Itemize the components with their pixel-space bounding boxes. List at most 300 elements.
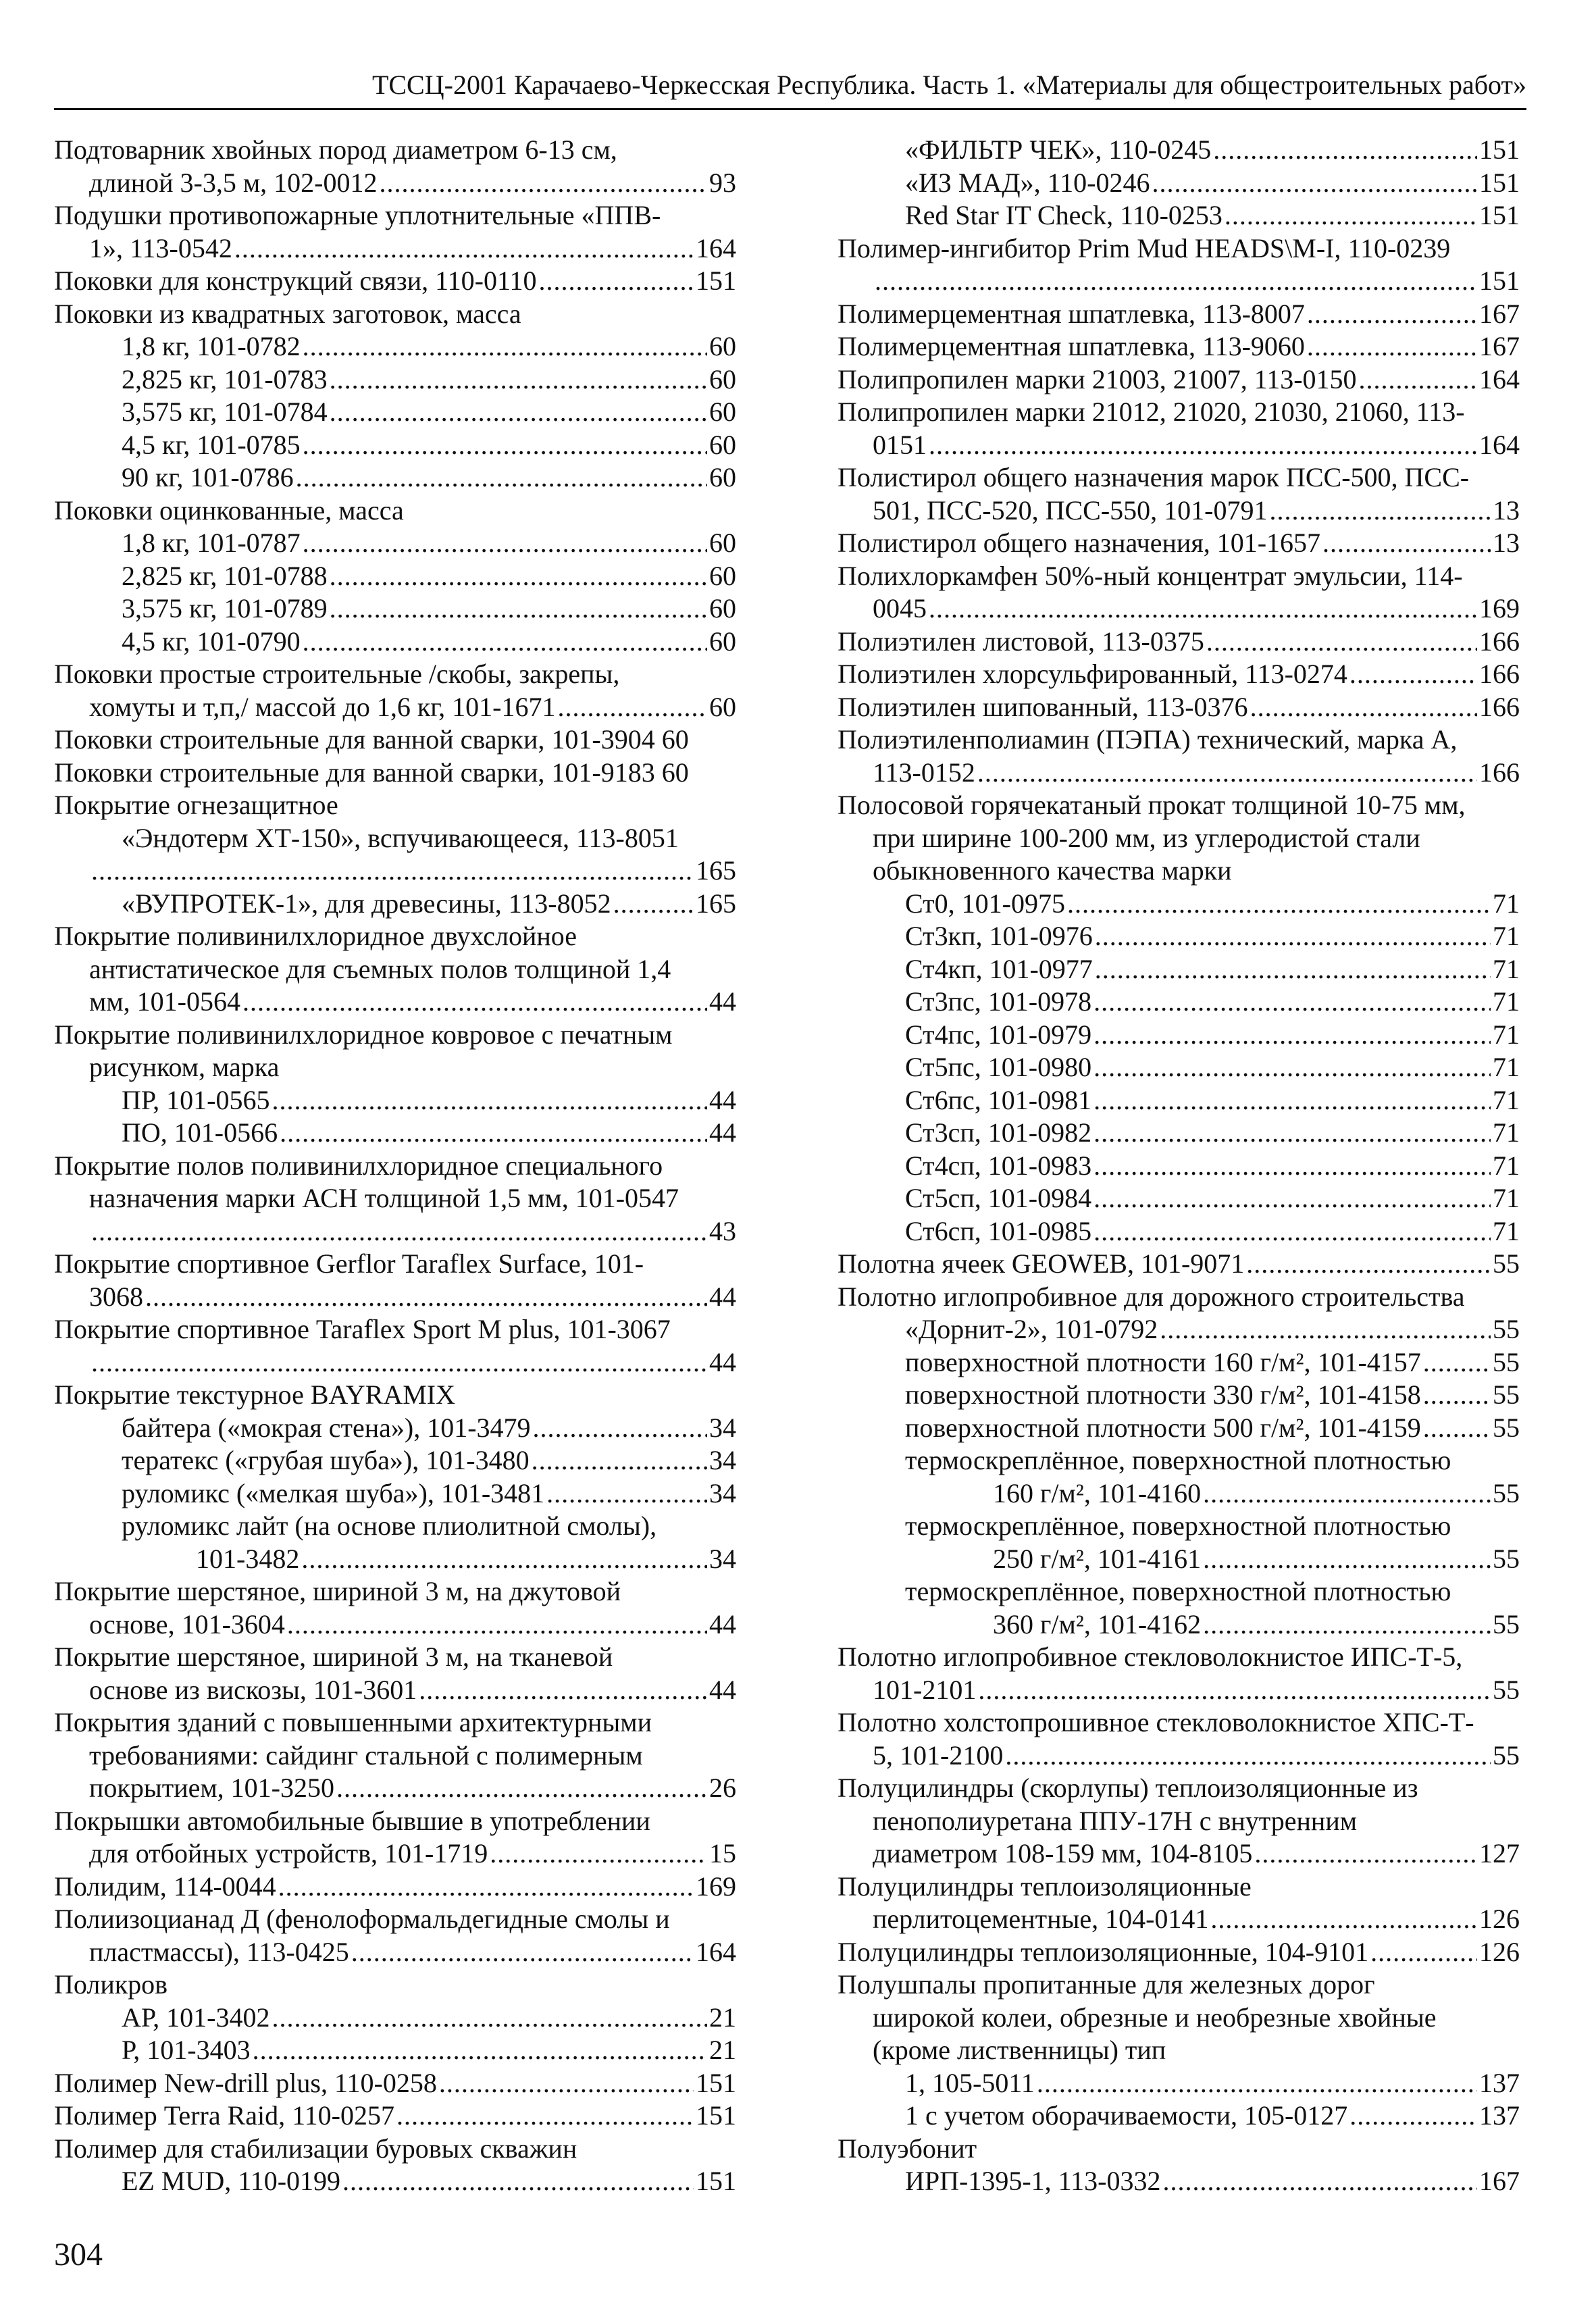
index-entry (838, 1968, 1520, 2002)
index-entry (838, 888, 1520, 921)
index-entry (54, 560, 736, 593)
dot-leader (1093, 1117, 1491, 1150)
index-entry-text: Полиэтилен шипованный, 113-0376 (838, 691, 1248, 722)
index-entry (838, 920, 1520, 953)
index-entry-text: «ФИЛЬТР ЧЕК», 110-0245 (905, 134, 1212, 165)
index-entry (838, 1641, 1520, 1674)
index-entry-text: поверхностной плотности 160 г/м², 101-4157 (905, 1346, 1421, 1377)
index-entry-page: 71 (1493, 1117, 1520, 1148)
index-entry-text: антистатическое для съемных полов толщиной 1,4 (89, 953, 671, 984)
index-entry (54, 1543, 736, 1576)
index-entry-page: 34 (709, 1477, 736, 1508)
index-entry-text: Ст4сп, 101-0983 (905, 1150, 1092, 1181)
index-entry-text: при ширине 100-200 мм, из углеродистой стали (873, 822, 1420, 853)
index-entry-text: Поковки строительные для ванной сварки, 101-3904 60 (54, 724, 689, 755)
index-entry-page: 164 (696, 1936, 736, 1967)
index-entry (838, 330, 1520, 363)
index-entry-page: 34 (709, 1412, 736, 1443)
dot-leader (1349, 2100, 1477, 2133)
dot-leader (1307, 330, 1477, 363)
index-entry (54, 2165, 736, 2198)
index-entry (838, 1281, 1520, 1314)
dot-leader (303, 626, 707, 659)
index-entry-page: 60 (709, 331, 736, 361)
index-entry (838, 626, 1520, 659)
dot-leader (490, 1837, 707, 1871)
index-entry-text: 0045 (873, 593, 927, 624)
index-entry (54, 1313, 736, 1346)
index-entry-page: 55 (1493, 1314, 1520, 1344)
index-entry-page: 151 (1479, 167, 1520, 198)
index-entry-page: 151 (1479, 134, 1520, 165)
index-entry-text: Покрытие шерстяное, шириной 3 м, на джутовой (54, 1576, 621, 1606)
index-entry-text: руломикс лайт (на основе плиолитной смолы), (122, 1510, 657, 1541)
index-entry (838, 1346, 1520, 1379)
index-entry-text: (кроме лиственницы) тип (873, 2035, 1166, 2065)
dot-leader (303, 330, 707, 363)
dot-leader (1160, 1313, 1491, 1346)
index-entry-page: 127 (1479, 1838, 1520, 1869)
dot-leader (1322, 527, 1491, 560)
index-entry (54, 822, 736, 855)
index-entry (54, 1215, 736, 1248)
index-entry (54, 1641, 736, 1674)
dot-leader (1203, 1608, 1491, 1642)
index-entry-page: 21 (709, 2002, 736, 2033)
index-entry-text: пенополиуретана ППУ-17Н с внутренним (873, 1805, 1358, 1836)
index-entry (838, 658, 1520, 691)
dot-leader (1206, 626, 1477, 659)
index-entry (838, 1772, 1520, 1805)
index-entry-text: ПО, 101-0566 (122, 1117, 278, 1148)
index-entry-page: 44 (709, 986, 736, 1017)
index-entry-page: 55 (1493, 1739, 1520, 1771)
dot-leader (1095, 920, 1491, 953)
index-entry (54, 330, 736, 363)
index-entry (54, 1674, 736, 1707)
index-entry-page: 71 (1493, 1183, 1520, 1213)
index-entry-page: 71 (1493, 953, 1520, 984)
index-entry-text: перлитоцементные, 104-0141 (873, 1904, 1209, 1934)
index-entry-text: Полуэбонит (838, 2133, 977, 2164)
dot-leader (439, 2067, 694, 2100)
dot-leader (1163, 2165, 1478, 2198)
index-entry-page: 71 (1493, 888, 1520, 919)
index-entry (54, 1444, 736, 1477)
index-entry-text: Полимерцементная шпатлевка, 113-9060 (838, 331, 1305, 361)
index-entry-text: Ст3пс, 101-0978 (905, 986, 1092, 1017)
index-entry (54, 1510, 736, 1543)
index-entry-page: 166 (1479, 691, 1520, 722)
dot-leader (1067, 888, 1491, 921)
dot-leader (558, 691, 708, 724)
dot-leader (1349, 658, 1477, 691)
index-entry (838, 1477, 1520, 1510)
dot-leader (1250, 691, 1477, 724)
index-entry-text: Поковки простые строительные /скобы, закрепы, (54, 659, 620, 689)
index-entry (54, 1772, 736, 1805)
index-entry-text: Полуцилиндры теплоизоляционные (838, 1871, 1252, 1902)
dot-leader (1307, 298, 1477, 331)
index-entry-page: 55 (1493, 1379, 1520, 1410)
index-entry (54, 757, 736, 790)
index-entry-text: диаметром 108-159 мм, 104-8105 (873, 1838, 1253, 1869)
index-entry-text: Р, 101-3403 (122, 2035, 251, 2065)
index-entry-text: Покрышки автомобильные бывшие в употреблении (54, 1805, 650, 1836)
dot-leader (1093, 1182, 1491, 1215)
index-entry-text: мм, 101-0564 (89, 986, 240, 1017)
index-entry (54, 920, 736, 953)
index-entry (54, 986, 736, 1019)
index-entry (838, 461, 1520, 494)
dot-leader (546, 1477, 707, 1510)
index-entry-text: 4,5 кг, 101-0785 (122, 429, 301, 460)
index-entry (838, 723, 1520, 757)
index-entry (838, 789, 1520, 822)
index-entry (54, 626, 736, 659)
index-entry-text: Полимер-ингибитор Prim Mud HEADS\M-I, 110-0239 (838, 232, 1451, 263)
index-entry-text: Поковки строительные для ванной сварки, 101-9183 60 (54, 757, 689, 788)
dot-leader (253, 2034, 707, 2067)
index-entry-text: Полотно иглопробивное для дорожного строительства (838, 1281, 1465, 1312)
index-entry (838, 953, 1520, 986)
running-header (54, 65, 1526, 110)
index-entry-text: Полиэтиленполиамин (ПЭПА) технический, марка А, (838, 724, 1458, 755)
index-entry (54, 1968, 736, 2002)
index-entry (838, 2034, 1520, 2067)
index-entry (838, 167, 1520, 200)
index-entry (54, 265, 736, 298)
index-entry-text: 250 г/м², 101-4161 (993, 1543, 1202, 1574)
index-entry-text: Полосовой горячекатаный прокат толщиной 10-75 мм, (838, 790, 1466, 820)
index-entry (54, 1051, 736, 1084)
dot-leader (1254, 1837, 1477, 1871)
index-entry-text: Полиэтилен хлорсульфированный, 113-0274 (838, 659, 1347, 689)
index-entry-page: 126 (1479, 1904, 1520, 1934)
dot-leader (1095, 953, 1491, 986)
index-entry (54, 1805, 736, 1838)
index-entry-page: 167 (1479, 2166, 1520, 2196)
dot-leader (533, 1412, 707, 1445)
index-entry-text: 113-0152 (873, 757, 975, 788)
dot-leader (296, 461, 707, 494)
index-entry-text: Ст6сп, 101-0985 (905, 1215, 1092, 1246)
dot-leader (1225, 199, 1477, 232)
index-entry-page: 34 (709, 1543, 736, 1574)
index-entry-text: Подтоварник хвойных пород диаметром 6-13 см, (54, 134, 617, 165)
index-entry (838, 1543, 1520, 1576)
index-entry (54, 461, 736, 494)
index-entry (54, 1084, 736, 1117)
index-entry (838, 1215, 1520, 1248)
index-entry-page: 60 (709, 429, 736, 460)
index-entry (54, 199, 736, 232)
index-entry-page: 71 (1493, 986, 1520, 1017)
index-entry-page: 126 (1479, 1936, 1520, 1967)
index-entry-page: 13 (1493, 528, 1520, 558)
index-entry (838, 1379, 1520, 1412)
dot-leader (234, 232, 694, 265)
dot-leader (91, 1346, 707, 1379)
index-entry-text: Поковки оцинкованные, масса (54, 494, 404, 526)
dot-leader (977, 757, 1477, 790)
dot-leader (1203, 1477, 1491, 1510)
dot-leader (929, 429, 1477, 462)
index-entry (838, 429, 1520, 462)
index-entry (54, 1837, 736, 1871)
dot-leader (1093, 1215, 1491, 1248)
index-entry (838, 1084, 1520, 1117)
index-entry (838, 2100, 1520, 2133)
index-entry-text: Ст5пс, 101-0980 (905, 1052, 1092, 1082)
index-entry-text: 0151 (873, 429, 927, 460)
index-entry-text: Полотна ячеек GEOWEB, 101-9071 (838, 1248, 1245, 1279)
dot-leader (336, 1772, 707, 1805)
index-entry-page: 169 (1479, 593, 1520, 624)
dot-leader (396, 2100, 694, 2133)
index-entry-text: пластмассы), 113-0425 (89, 1936, 349, 1967)
index-entry-text: Red Star IT Check, 110-0253 (905, 200, 1222, 230)
index-entry-text: Покрытия зданий с повышенными архитектурными (54, 1707, 652, 1737)
index-entry-text: основе из вискозы, 101-3601 (89, 1674, 417, 1705)
dot-leader (1037, 2067, 1477, 2100)
index-entry-text: Полимер Terra Raid, 110-0257 (54, 2100, 394, 2131)
index-entry-page: 55 (1493, 1248, 1520, 1279)
index-entry-text: Ст4кп, 101-0977 (905, 953, 1093, 984)
dot-leader (1210, 1903, 1477, 1936)
index-entry (838, 1510, 1520, 1543)
index-entry (54, 789, 736, 822)
index-entry-text: Подушки противопожарные уплотнительные «ППВ- (54, 200, 661, 230)
index-entry-text: рисунком, марка (89, 1052, 280, 1082)
index-entry-page: 60 (709, 397, 736, 427)
dot-leader (280, 1117, 707, 1150)
dot-leader (1213, 134, 1477, 167)
index-entry-page: 55 (1493, 1412, 1520, 1443)
dot-leader (1423, 1379, 1491, 1412)
index-entry (54, 1019, 736, 1052)
index-entry-text: «ИЗ МАД», 110-0246 (905, 167, 1150, 198)
index-entry-page: 21 (709, 2035, 736, 2065)
index-entry-page: 164 (696, 232, 736, 263)
index-entry-page: 151 (1479, 265, 1520, 296)
dot-leader (875, 265, 1477, 298)
index-entry-page: 151 (696, 2166, 736, 2196)
index-entry-page: 44 (709, 1674, 736, 1705)
index-entry (54, 1182, 736, 1215)
index-entry-text: Полуцилиндры (скорлупы) теплоизоляционные из (838, 1773, 1418, 1803)
index-entry (54, 2100, 736, 2133)
index-entry-page: 151 (696, 2100, 736, 2131)
index-entry-text: 4,5 кг, 101-0790 (122, 626, 301, 657)
index-entry (838, 1248, 1520, 1281)
dot-leader (287, 1608, 707, 1642)
index-entry-page: 166 (1479, 659, 1520, 689)
index-entry (54, 592, 736, 626)
index-entry (54, 658, 736, 691)
index-entry-page: 71 (1493, 1215, 1520, 1246)
index-entry (54, 2034, 736, 2067)
index-entry-page: 71 (1493, 1019, 1520, 1050)
index-entry (54, 953, 736, 986)
index-entry (54, 1477, 736, 1510)
index-entry-page: 71 (1493, 1150, 1520, 1181)
index-entry (838, 592, 1520, 626)
index-entry-text: Покрытие шерстяное, шириной 3 м, на тканевой (54, 1642, 613, 1672)
index-entry-text: термоскреплённое, поверхностной плотностью (905, 1576, 1451, 1606)
index-entry (54, 1248, 736, 1281)
index-entry (838, 1444, 1520, 1477)
index-entry (54, 723, 736, 757)
dot-leader (538, 265, 694, 298)
dot-leader (278, 1871, 694, 1904)
index-entry-text: «Дорнит-2», 101-0792 (905, 1314, 1158, 1344)
dot-leader (1093, 1150, 1491, 1183)
dot-leader (379, 167, 707, 200)
dot-leader (1370, 1936, 1477, 1969)
index-entry (54, 1150, 736, 1183)
index-entry-page: 44 (709, 1346, 736, 1377)
index-entry-text: АР, 101-3402 (122, 2002, 270, 2033)
index-entry (54, 888, 736, 921)
index-entry (54, 134, 736, 167)
index-entry-text: назначения марки АСН толщиной 1,5 мм, 101-0547 (89, 1183, 679, 1213)
index-entry (54, 1575, 736, 1608)
index-entry-page: 44 (709, 1608, 736, 1640)
index-entry-text: тератекс («грубая шуба»), 101-3480 (122, 1445, 530, 1475)
index-entry (838, 363, 1520, 397)
index-entry-page: 165 (696, 855, 736, 886)
index-entry-page: 55 (1493, 1543, 1520, 1574)
index-entry-text: Ст5сп, 101-0984 (905, 1183, 1092, 1213)
index-entry-text: длиной 3-3,5 м, 102-0012 (89, 167, 378, 198)
index-entry-page: 151 (696, 265, 736, 296)
dot-leader (1093, 1019, 1491, 1052)
dot-leader (1152, 167, 1478, 200)
index-entry-page: 137 (1479, 2100, 1520, 2131)
index-entry-text: Ст3кп, 101-0976 (905, 921, 1093, 951)
index-entry (838, 986, 1520, 1019)
dot-leader (330, 560, 707, 593)
index-entry-text: поверхностной плотности 500 г/м², 101-4159 (905, 1412, 1421, 1443)
index-entry-text: 3068 (89, 1281, 143, 1312)
index-entry-page: 60 (709, 560, 736, 591)
dot-leader (1359, 363, 1477, 397)
index-entry-text: требованиями: сайдинг стальной с полимерным (89, 1739, 643, 1771)
index-entry (838, 1936, 1520, 1969)
index-entry-text: Покрытие поливинилхлоридное двухслойное (54, 921, 577, 951)
index-entry-page: 55 (1493, 1346, 1520, 1377)
index-entry-text: Поковки из квадратных заготовок, масса (54, 298, 521, 329)
dot-leader (1203, 1543, 1491, 1576)
dot-leader (929, 592, 1477, 626)
index-entry-text: термоскреплённое, поверхностной плотностью (905, 1445, 1451, 1475)
dot-leader (1246, 1248, 1491, 1281)
dot-leader (1093, 986, 1491, 1019)
index-entry (838, 1608, 1520, 1642)
index-entry-page: 166 (1479, 626, 1520, 657)
running-header-title: ТССЦ-2001 Карачаево-Черкесская Республика. Часть 1. «Материалы для общестроительных работ» (371, 70, 1526, 100)
dot-leader (1269, 494, 1491, 528)
index-entry (54, 1346, 736, 1379)
index-entry-page: 151 (696, 2067, 736, 2098)
index-entry (838, 855, 1520, 888)
index-entry (838, 1706, 1520, 1739)
index-entry (54, 855, 736, 888)
index-entry (838, 1739, 1520, 1773)
index-entry-page: 60 (709, 593, 736, 624)
index-entry (838, 2165, 1520, 2198)
index-entry-text: «ВУПРОТЕК-1», для древесины, 113-8052 (122, 888, 611, 919)
index-entry (838, 1805, 1520, 1838)
index-entry-page: 167 (1479, 331, 1520, 361)
index-entry-page: 137 (1479, 2067, 1520, 2098)
dot-leader (91, 1215, 707, 1248)
index-entry-text: 1, 105-5011 (905, 2067, 1035, 2098)
index-entry-text: Полипропилен марки 21012, 21020, 21030, 21060, 113- (838, 397, 1465, 427)
index-entry (838, 298, 1520, 331)
index-entry (838, 1150, 1520, 1183)
index-entry-text: Покрытие огнезащитное (54, 790, 338, 820)
index-entry (54, 167, 736, 200)
index-entry-text: 3,575 кг, 101-0789 (122, 593, 328, 624)
index-entry-text: широкой колеи, обрезные и необрезные хвойные (873, 2002, 1437, 2033)
index-entry-text: Покрытие спортивное Gerflor Taraflex Surface, 101- (54, 1248, 644, 1279)
index-entry (54, 1903, 736, 1936)
index-entry-page: 164 (1479, 363, 1520, 395)
index-entry (838, 2133, 1520, 2166)
index-entry-page: 71 (1493, 1052, 1520, 1082)
index-entry-text: 101-3482 (196, 1543, 300, 1574)
index-entry (54, 1117, 736, 1150)
index-entry (54, 1608, 736, 1642)
index-entry-text: Полушпалы пропитанные для железных дорог (838, 1969, 1375, 2000)
dot-leader (330, 396, 707, 429)
index-entry (54, 527, 736, 560)
index-entry (838, 199, 1520, 232)
index-entry (838, 1674, 1520, 1707)
index-entry-text: обыкновенного качества марки (873, 855, 1232, 886)
dot-leader (303, 429, 707, 462)
index-entry (54, 429, 736, 462)
index-entry (54, 1706, 736, 1739)
index-entry-page: 60 (709, 528, 736, 558)
index-entry (838, 1019, 1520, 1052)
index-entry-text: 501, ПСС-520, ПСС-550, 101-0791 (873, 494, 1268, 526)
index-entry (54, 232, 736, 265)
index-entry (838, 2002, 1520, 2035)
index-entry-text: Поковки для конструкций связи, 110-0110 (54, 265, 537, 296)
index-entry-text: 1», 113-0542 (89, 232, 232, 263)
index-entry-text: Покрытие спортивное Taraflex Sport M plus, 101-3067 (54, 1314, 671, 1344)
index-entry-text: 1,8 кг, 101-0782 (122, 331, 301, 361)
page-number: 304 (54, 2237, 103, 2272)
dot-leader (1005, 1739, 1491, 1773)
index-entry (838, 1903, 1520, 1936)
index-entry-page: 167 (1479, 298, 1520, 329)
index-entry-text: Полимерцементная шпатлевка, 113-8007 (838, 298, 1305, 329)
index-entry-page: 26 (709, 1773, 736, 1803)
dot-leader (272, 1084, 707, 1117)
index-entry-text: 90 кг, 101-0786 (122, 462, 294, 492)
index-entry-text: хомуты и т,п,/ массой до 1,6 кг, 101-1671 (89, 691, 556, 722)
index-entry-page: 71 (1493, 1084, 1520, 1115)
index-entry (838, 494, 1520, 528)
index-entry (838, 1837, 1520, 1871)
dot-leader (342, 2165, 694, 2198)
index-entry-text: основе, 101-3604 (89, 1608, 285, 1640)
index-entry (838, 757, 1520, 790)
